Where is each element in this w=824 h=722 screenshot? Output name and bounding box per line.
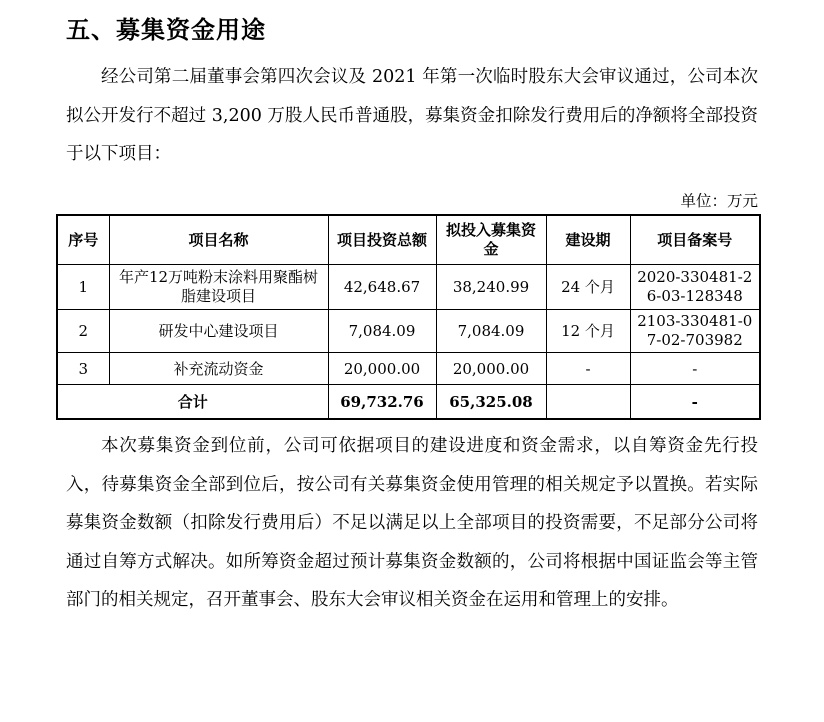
table-row — [57, 310, 760, 353]
total-raise: 65,325.08 — [436, 385, 546, 420]
unit-label: 单位：万元 — [680, 192, 758, 210]
projects-table — [56, 214, 761, 420]
cell-total: 7,084.09 — [328, 310, 436, 353]
header-total: 项目投资总额 — [328, 215, 436, 265]
cell-no: 3 — [57, 353, 109, 385]
table-row — [57, 353, 760, 385]
closing-paragraph: 本次募集资金到位前，公司可依据项目的建设进度和资金需求，以自筹资金先行投入，待募集资金全部到位后，按公司有关募集资金使用管理的相关规定予以置换。若实际募集资金数额（扣除发行费用后）不足以满足以上全部项目的投资需要，不足部分公司将通过自筹方式解决。如所筹资金超过预计募集资金数额的，公司将根据中国证监会等主管部门的相关规定，召开董事会、股东大会审议相关资金在运用和管理上的安排。 — [66, 436, 758, 610]
header-name: 项目名称 — [109, 215, 328, 265]
cell-name: 年产12万吨粉末涂料用聚酯树脂建设项目 — [109, 265, 328, 310]
cell-total: 42,648.67 — [328, 265, 436, 310]
header-no: 序号 — [57, 215, 109, 265]
cell-name: 补充流动资金 — [109, 353, 328, 385]
total-label: 合计 — [57, 385, 328, 420]
cell-record: - — [630, 353, 760, 385]
cell-raise: 38,240.99 — [436, 265, 546, 310]
header-raise: 拟投入募集资金 — [436, 215, 546, 265]
cell-raise: 20,000.00 — [436, 353, 546, 385]
intro-paragraph: 经公司第二届董事会第四次会议及 2021 年第一次临时股东大会审议通过，公司本次拟公开发行不超过 3,200 万股人民币普通股，募集资金扣除发行费用后的净额将全部投资于以下项目： — [66, 67, 758, 164]
table-row — [57, 265, 760, 310]
cell-name: 研发中心建设项目 — [109, 310, 328, 353]
total-sum: 69,732.76 — [328, 385, 436, 420]
section-heading: 五、募集资金用途 — [66, 16, 266, 44]
cell-period: 24 个月 — [546, 265, 630, 310]
total-period — [546, 385, 630, 420]
cell-raise: 7,084.09 — [436, 310, 546, 353]
cell-total: 20,000.00 — [328, 353, 436, 385]
total-record: - — [630, 385, 760, 420]
cell-record: 2020-330481-26-03-128348 — [630, 265, 760, 310]
cell-no: 1 — [57, 265, 109, 310]
cell-record: 2103-330481-07-02-703982 — [630, 310, 760, 353]
header-period: 建设期 — [546, 215, 630, 265]
cell-period: - — [546, 353, 630, 385]
cell-no: 2 — [57, 310, 109, 353]
header-record: 项目备案号 — [630, 215, 760, 265]
cell-period: 12 个月 — [546, 310, 630, 353]
table-header-row — [57, 215, 760, 265]
table-total-row — [57, 385, 760, 420]
